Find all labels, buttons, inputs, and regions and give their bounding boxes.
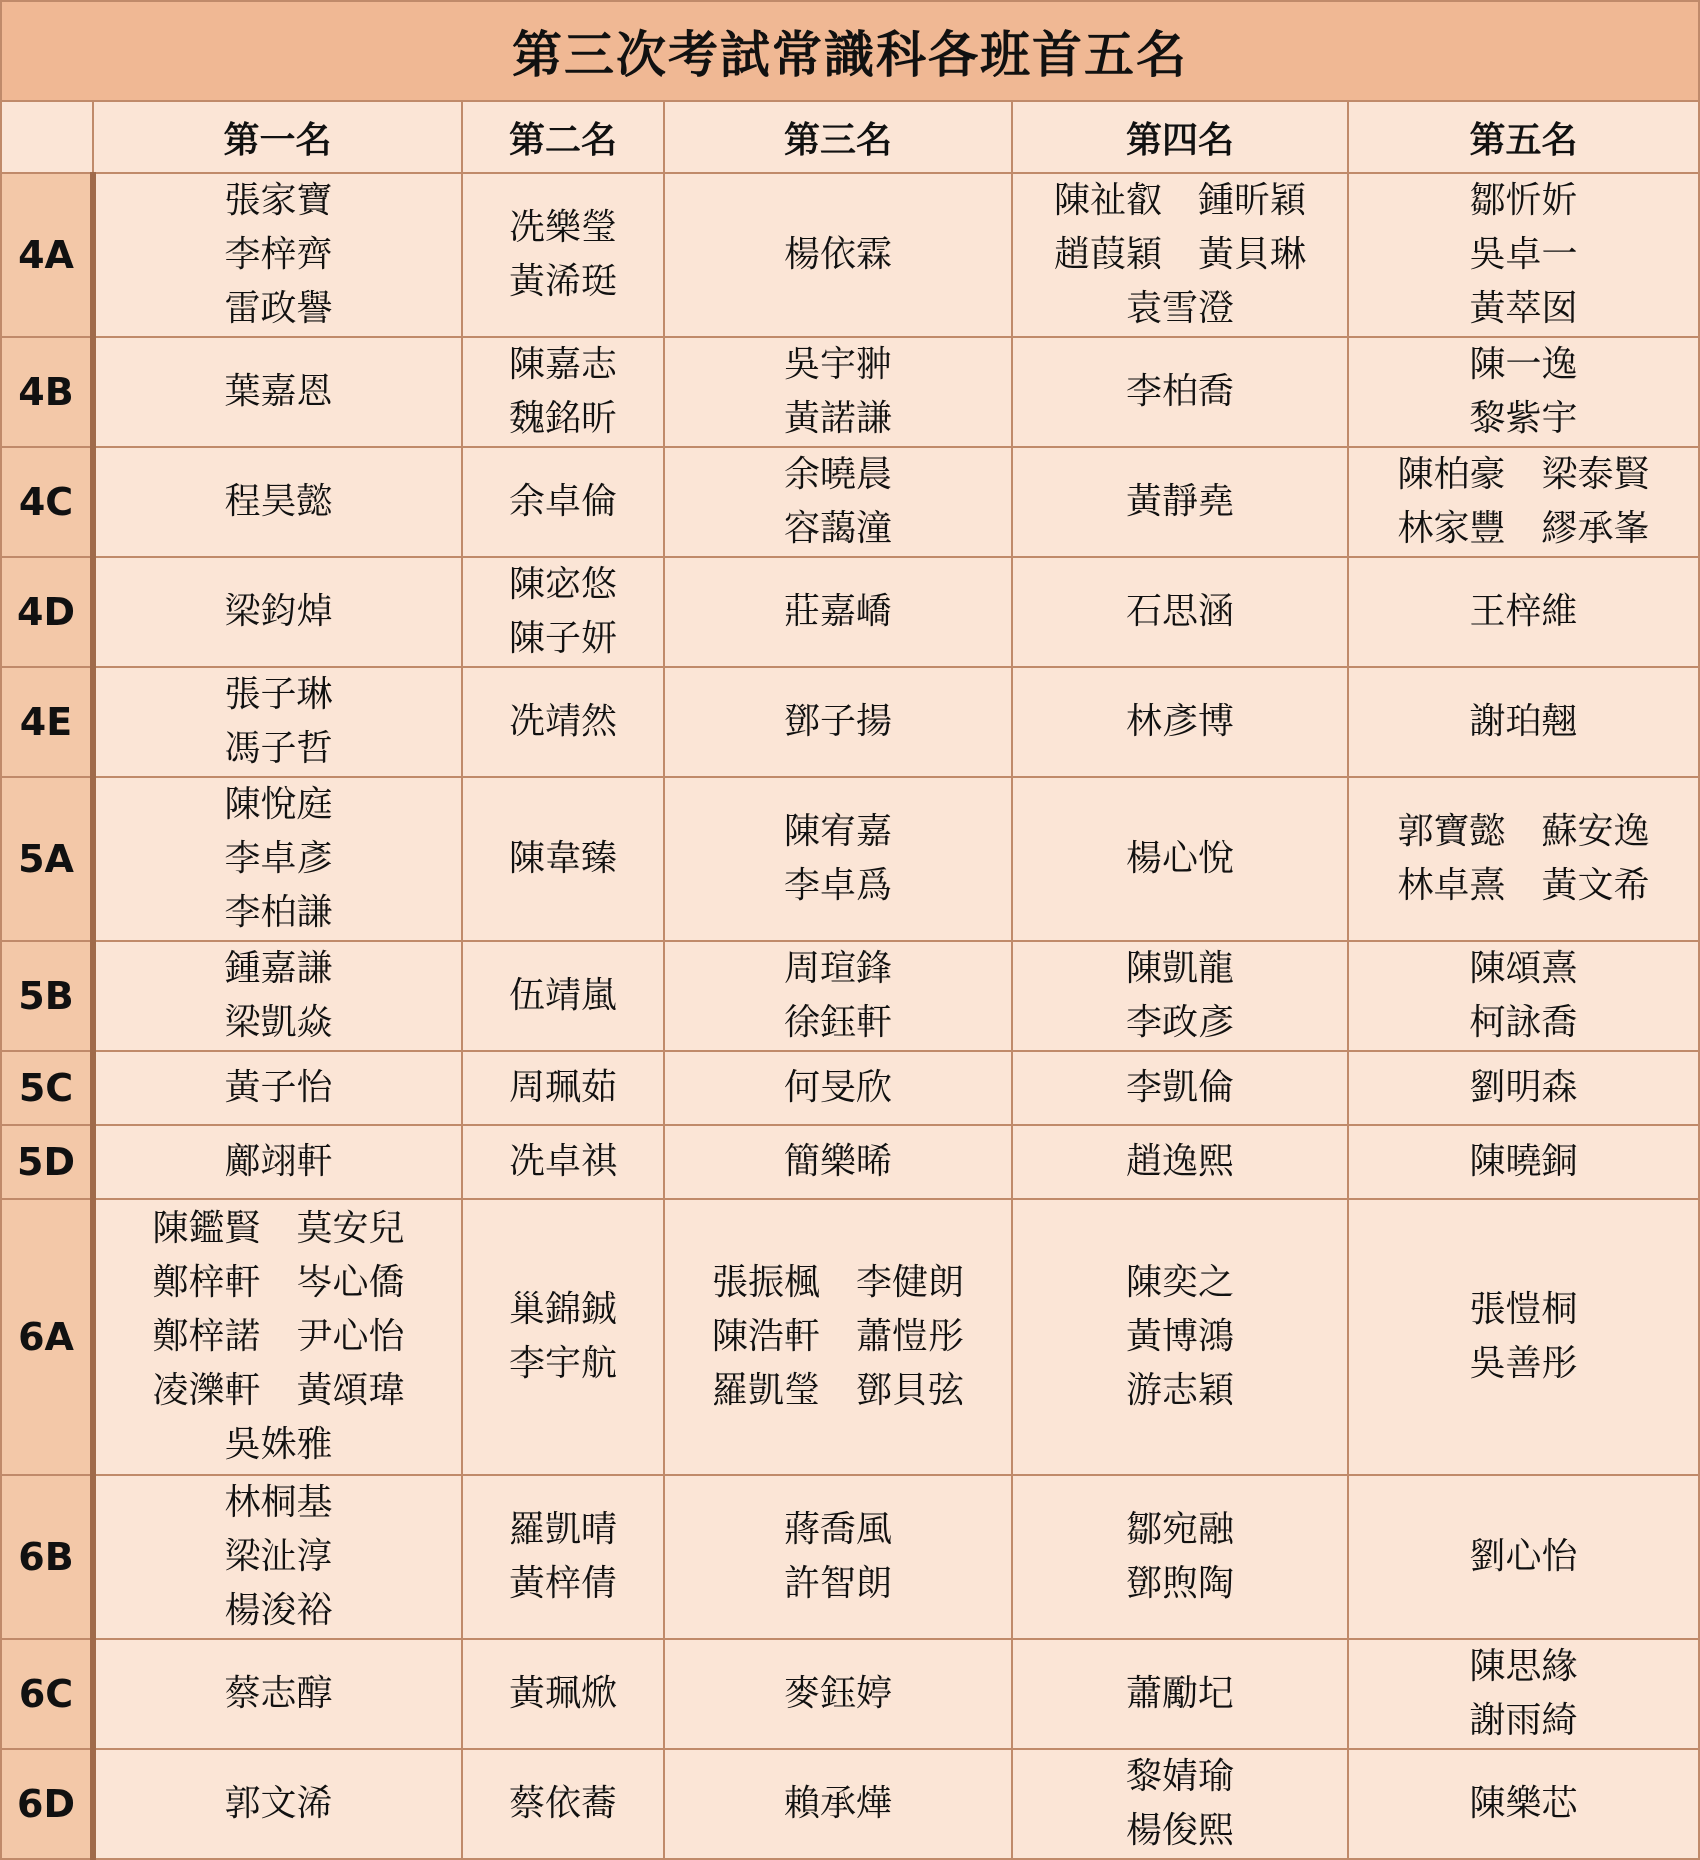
rank-1-cell [93,941,462,1051]
student-name: 黃子怡 [224,1067,333,1108]
student-name: 楊俊熙 [1125,1810,1234,1851]
rank-2-cell [462,1199,664,1475]
student-name: 凌濼軒 黃頌瑋 [152,1370,405,1411]
rank-5-cell [1348,447,1699,557]
rank-2-cell [462,1125,664,1199]
rank-3-cell [664,941,1012,1051]
student-name: 李卓彥 [224,838,333,879]
rank-3-cell [664,447,1012,557]
rank-5-cell [1348,173,1699,337]
rank-1-cell [93,1639,462,1749]
student-name: 郭寶懿 蘇安逸 [1397,811,1650,852]
student-name: 張子琳 [224,674,333,715]
student-name: 賴承燁 [783,1783,892,1824]
table-row [1,1475,1699,1639]
student-name: 楊依霖 [783,234,892,275]
class-label: 6A [1,1199,93,1475]
rank-3-cell [664,667,1012,777]
rank-4-cell [1012,667,1348,777]
header-rank-2: 第二名 [462,101,664,173]
student-name: 劉明森 [1469,1067,1578,1108]
student-name: 蔡依蕎 [508,1783,617,1824]
rank-3-cell [664,173,1012,337]
student-name: 陳思緣 [1469,1646,1578,1687]
rank-4-cell [1012,1475,1348,1639]
header-row [1,101,1699,173]
student-name: 黃浠珽 [508,261,617,302]
class-label: 4B [1,337,93,447]
student-name: 吳卓一 [1469,234,1578,275]
rank-5-cell [1348,1475,1699,1639]
rank-5-cell [1348,337,1699,447]
student-name: 鄭梓諾 尹心怡 [152,1316,405,1357]
student-name: 郭文浠 [224,1783,333,1824]
rank-1-cell [93,1199,462,1475]
student-name: 冼樂瑩 [508,207,617,248]
rank-2-cell [462,1749,664,1859]
student-name: 簡樂晞 [783,1141,892,1182]
student-name: 何旻欣 [783,1067,892,1108]
rank-5-cell [1348,941,1699,1051]
student-name: 雷政譽 [224,288,333,329]
rank-4-cell [1012,1199,1348,1475]
student-name: 袁雪澄 [1125,288,1234,329]
student-name: 陳曉銅 [1469,1141,1578,1182]
class-label: 5A [1,777,93,941]
student-name: 黃珮焮 [508,1673,617,1714]
student-name: 麥鈺婷 [783,1673,892,1714]
rank-1-cell [93,557,462,667]
rank-4-cell [1012,337,1348,447]
sheet-title: 第三次考試常識科各班首五名 [1,1,1699,101]
student-name: 梁鈞焯 [224,591,333,632]
student-name: 黎婧瑜 [1125,1756,1234,1797]
rank-4-cell [1012,1749,1348,1859]
student-name: 李凱倫 [1125,1067,1234,1108]
rank-4-cell [1012,1125,1348,1199]
student-name: 王梓維 [1469,591,1578,632]
rank-2-cell [462,1051,664,1125]
student-name: 黃梓倩 [508,1563,617,1604]
rank-2-cell [462,777,664,941]
student-name: 李梓齊 [224,234,333,275]
student-name: 鄧子揚 [783,701,892,742]
header-rank-5: 第五名 [1348,101,1699,173]
header-rank-4: 第四名 [1012,101,1348,173]
student-name: 陳韋臻 [508,838,617,879]
header-corner [1,101,93,173]
student-name: 陳奕之 [1125,1262,1234,1303]
rank-3-cell [664,1125,1012,1199]
class-label: 5D [1,1125,93,1199]
student-name: 陳子妍 [508,618,617,659]
student-name: 張振楓 李健朗 [711,1262,964,1303]
student-name: 鄒宛融 [1125,1509,1234,1550]
student-name: 陳柏豪 梁泰賢 [1397,454,1650,495]
student-name: 蔡志醇 [224,1673,333,1714]
rank-1-cell [93,337,462,447]
header-rank-3: 第三名 [664,101,1012,173]
rank-5-cell [1348,557,1699,667]
rank-1-cell [93,1051,462,1125]
rank-2-cell [462,337,664,447]
rank-3-cell [664,777,1012,941]
student-name: 李柏喬 [1125,371,1234,412]
student-name: 石思涵 [1125,591,1234,632]
student-name: 莊嘉嶠 [783,591,892,632]
rank-4-cell [1012,173,1348,337]
rank-3-cell [664,1051,1012,1125]
student-name: 陳鑑賢 莫安兒 [152,1208,405,1249]
table-row [1,337,1699,447]
rank-2-cell [462,447,664,557]
student-name: 陳嘉志 [508,344,617,385]
student-name: 許智朗 [783,1563,892,1604]
student-name: 葉嘉恩 [224,371,333,412]
student-name: 趙葭穎 黃貝琳 [1053,234,1306,275]
class-label: 4D [1,557,93,667]
rank-2-cell [462,667,664,777]
rank-5-cell [1348,777,1699,941]
student-name: 游志穎 [1125,1370,1234,1411]
student-name: 陳祉叡 鍾昕穎 [1053,180,1306,221]
student-name: 林卓熹 黃文希 [1397,865,1650,906]
student-name: 鄭梓軒 岑心僑 [152,1262,405,1303]
table-row [1,1125,1699,1199]
table-row [1,667,1699,777]
student-name: 吳姝雅 [224,1424,333,1465]
student-name: 梁沚淳 [224,1536,333,1577]
student-name: 冼卓祺 [508,1141,617,1182]
student-name: 謝珀翹 [1469,701,1578,742]
class-label: 6C [1,1639,93,1749]
rank-4-cell [1012,557,1348,667]
student-name: 林彥博 [1125,701,1234,742]
rank-4-cell [1012,1051,1348,1125]
rank-4-cell [1012,1639,1348,1749]
table-row [1,173,1699,337]
student-name: 黎紫宇 [1469,398,1578,439]
student-name: 李宇航 [508,1343,617,1384]
rank-5-cell [1348,1749,1699,1859]
student-name: 鄒忻妡 [1469,180,1578,221]
student-name: 余曉晨 [783,454,892,495]
class-label: 5B [1,941,93,1051]
student-name: 陳浩軒 蕭愷彤 [711,1316,964,1357]
student-name: 吳宇翀 [783,344,892,385]
rank-4-cell [1012,447,1348,557]
student-name: 謝雨綺 [1469,1700,1578,1741]
rank-5-cell [1348,1639,1699,1749]
student-name: 吳善彤 [1469,1343,1578,1384]
rank-4-cell [1012,941,1348,1051]
rank-5-cell [1348,1125,1699,1199]
student-name: 冼靖然 [508,701,617,742]
table-row [1,777,1699,941]
rank-1-cell [93,667,462,777]
rank-3-cell [664,337,1012,447]
student-name: 林家豐 繆承峯 [1397,508,1650,549]
student-name: 蕭勵圮 [1125,1673,1234,1714]
student-name: 劉心怡 [1469,1536,1578,1577]
student-name: 李政彥 [1125,1002,1234,1043]
student-name: 楊浚裕 [224,1590,333,1631]
rank-1-cell [93,1125,462,1199]
student-name: 張家寶 [224,180,333,221]
student-name: 李柏謙 [224,892,333,933]
rank-5-cell [1348,1199,1699,1475]
rank-3-cell [664,1475,1012,1639]
rank-1-cell [93,447,462,557]
table-row [1,447,1699,557]
table-row [1,1051,1699,1125]
rank-2-cell [462,1639,664,1749]
header-rank-1: 第一名 [93,101,462,173]
student-name: 陳宓悠 [508,564,617,605]
class-label: 4E [1,667,93,777]
student-name: 李卓爲 [783,865,892,906]
student-name: 陳樂芯 [1469,1783,1578,1824]
student-name: 魏銘昕 [508,398,617,439]
student-name: 鄺翊軒 [224,1141,333,1182]
rank-1-cell [93,1475,462,1639]
student-name: 羅凱晴 [508,1509,617,1550]
class-label: 5C [1,1051,93,1125]
student-name: 陳頌熹 [1469,948,1578,989]
student-name: 馮子哲 [224,728,333,769]
student-name: 鄧煦陶 [1125,1563,1234,1604]
student-name: 趙逸熙 [1125,1141,1234,1182]
rank-2-cell [462,557,664,667]
rank-3-cell [664,1749,1012,1859]
student-name: 余卓倫 [508,481,617,522]
rank-1-cell [93,173,462,337]
student-name: 梁凱焱 [224,1002,333,1043]
student-name: 徐鈺軒 [783,1002,892,1043]
student-name: 鍾嘉謙 [224,948,333,989]
student-name: 羅凱瑩 鄧貝弦 [711,1370,964,1411]
rank-1-cell [93,777,462,941]
rank-1-cell [93,1749,462,1859]
student-name: 程昊懿 [224,481,333,522]
rank-4-cell [1012,777,1348,941]
student-name: 黃萃囡 [1469,288,1578,329]
table-row [1,941,1699,1051]
student-name: 楊心悅 [1125,838,1234,879]
student-name: 陳一逸 [1469,344,1578,385]
student-name: 黃靜堯 [1125,481,1234,522]
class-label: 6D [1,1749,93,1859]
student-name: 周珮茹 [508,1067,617,1108]
student-name: 陳凱龍 [1125,948,1234,989]
rank-2-cell [462,1475,664,1639]
student-name: 陳悅庭 [224,784,333,825]
table-row [1,1199,1699,1475]
table-row [1,557,1699,667]
rank-5-cell [1348,667,1699,777]
student-name: 張愷桐 [1469,1289,1578,1330]
student-name: 陳宥嘉 [783,811,892,852]
rank-3-cell [664,557,1012,667]
student-name: 蔣喬風 [783,1509,892,1550]
rank-5-cell [1348,1051,1699,1125]
table-row [1,1639,1699,1749]
student-name: 林桐基 [224,1482,333,1523]
rank-3-cell [664,1639,1012,1749]
table-row [1,1749,1699,1859]
student-name: 容藹潼 [783,508,892,549]
rank-2-cell [462,173,664,337]
student-name: 伍靖嵐 [508,975,617,1016]
class-label: 4A [1,173,93,337]
rank-2-cell [462,941,664,1051]
student-name: 黃諾謙 [783,398,892,439]
rank-3-cell [664,1199,1012,1475]
class-label: 6B [1,1475,93,1639]
student-name: 周瑄鋒 [783,948,892,989]
student-name: 柯詠喬 [1469,1002,1578,1043]
student-name: 黃博鴻 [1125,1316,1234,1357]
class-label: 4C [1,447,93,557]
student-name: 巢錦鋮 [508,1289,617,1330]
